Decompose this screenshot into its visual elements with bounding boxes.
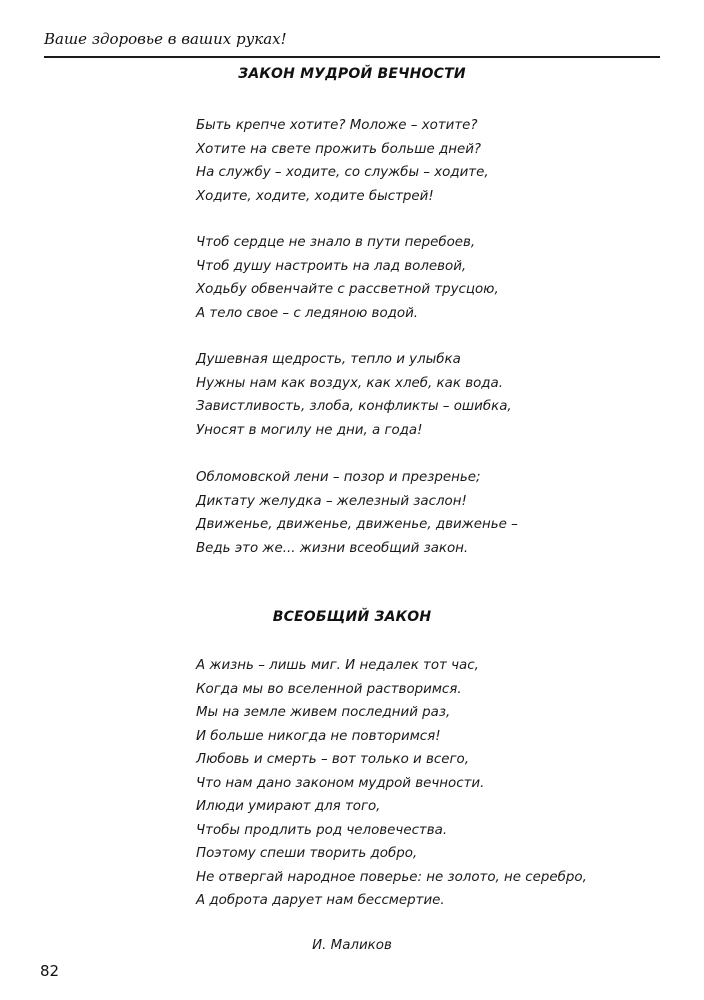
- verse-line: А доброта дарует нам бессмертие.: [196, 893, 445, 908]
- verse-line: Ведь это же... жизни всеобщий закон.: [196, 540, 469, 556]
- verse-line: Движенье, движенье, движенье, движенье –: [196, 517, 518, 532]
- verse-line: И больше никогда не повторимся!: [196, 728, 441, 744]
- poem-title-2: ВСЕОБЩИЙ ЗАКОН: [272, 609, 432, 625]
- page-number: 82: [40, 962, 60, 980]
- stanza-4: [196, 466, 518, 560]
- verse-line: Диктату желудка – железный заслон!: [196, 493, 467, 509]
- verse-line: А тело свое – с ледяною водой.: [196, 305, 419, 321]
- verse-line: Душевная щедрость, тепло и улыбка: [196, 352, 461, 367]
- poem-author: И. Маликов: [312, 938, 392, 953]
- running-head: Ваше здоровье в ваших руках!: [44, 30, 287, 48]
- verse-line: Чтоб душу настроить на лад волевой,: [196, 258, 467, 274]
- verse-line: Илюди умирают для того,: [196, 799, 381, 814]
- verse-line: Поэтому спеши творить добро,: [196, 846, 418, 861]
- verse-line: Завистливость, злоба, конфликты – ошибка,: [196, 399, 512, 414]
- verse-line: Ходите, ходите, ходите быстрей!: [196, 188, 434, 204]
- verse-line: Что нам дано законом мудрой вечности.: [196, 775, 485, 791]
- verse-line: Хотите на свете прожить больше дней?: [196, 141, 482, 157]
- verse-line: Чтоб сердце не знало в пути перебоев,: [196, 235, 476, 250]
- verse-line: Быть крепче хотите? Моложе – хотите?: [196, 118, 478, 133]
- stanza-1: [196, 114, 489, 208]
- header-rule: [44, 56, 660, 58]
- verse-line: Чтобы продлить род человечества.: [196, 822, 448, 838]
- verse-line: А жизнь – лишь миг. И недалек тот час,: [196, 658, 479, 673]
- verse-line: Не отвергай народное поверье: не золото, не серебро,: [196, 869, 587, 885]
- poem-title-1: ЗАКОН МУДРОЙ ВЕЧНОСТИ: [238, 66, 466, 82]
- verse-line: На службу – ходите, со службы – ходите,: [196, 165, 489, 180]
- stanza-2: [196, 231, 499, 325]
- verse-line: Любовь и смерть – вот только и всего,: [196, 752, 469, 767]
- verse-line: Когда мы во вселенной растворимся.: [196, 681, 462, 697]
- stanza-5: [196, 654, 587, 913]
- verse-line: Обломовской лени – позор и презренье;: [196, 470, 481, 485]
- verse-line: Уносят в могилу не дни, а года!: [196, 422, 423, 438]
- verse-line: Нужны нам как воздух, как хлеб, как вода.: [196, 375, 503, 391]
- stanza-3: [196, 348, 512, 442]
- verse-line: Ходьбу обвенчайте с рассветной трусцою,: [196, 282, 499, 297]
- verse-line: Мы на земле живем последний раз,: [196, 705, 451, 720]
